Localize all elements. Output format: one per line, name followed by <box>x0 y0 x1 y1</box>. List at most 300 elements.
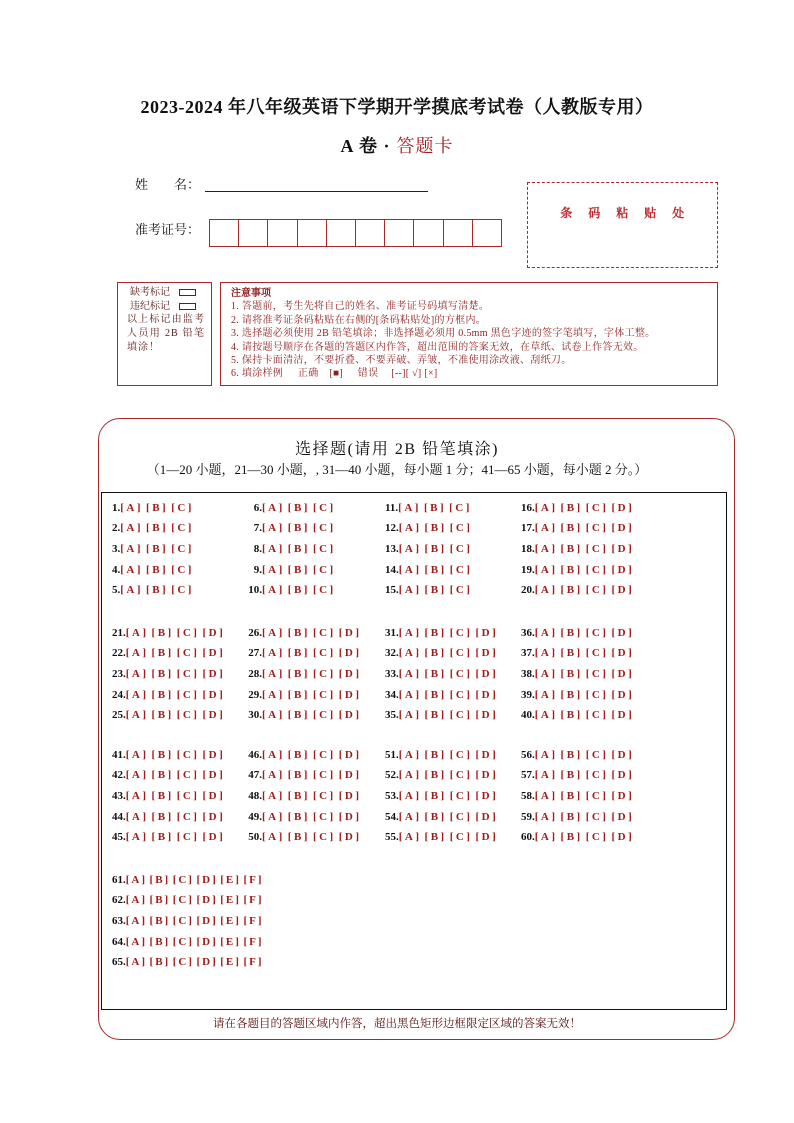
answer-option-bubble[interactable]: [B] <box>560 709 583 722</box>
answer-option-bubble[interactable]: [C] <box>449 563 473 576</box>
answer-option-bubble[interactable]: [D] <box>611 522 635 535</box>
answer-option-bubble[interactable]: [B] <box>149 935 171 948</box>
answer-option-bubble[interactable]: [D] <box>196 935 218 948</box>
answer-option-bubble[interactable]: [F] <box>243 935 264 948</box>
question-number: 37. <box>521 647 535 660</box>
answer-option-bubble[interactable]: [A] <box>262 789 285 802</box>
answer-option-bubble[interactable]: [A] <box>125 647 149 660</box>
answer-option-bubble[interactable]: [B] <box>146 584 169 597</box>
answer-option-bubble[interactable]: [D] <box>202 769 226 782</box>
question-number: 50. <box>248 831 262 844</box>
answer-option-bubble[interactable]: [A] <box>125 667 149 680</box>
answer-option-bubble[interactable]: [C] <box>172 956 194 969</box>
answer-option-bubble[interactable]: [B] <box>424 789 447 802</box>
answer-option-bubble[interactable]: [C] <box>449 769 473 782</box>
answer-option-bubble[interactable]: [B] <box>424 563 447 576</box>
answer-option-bubble[interactable]: [C] <box>176 709 200 722</box>
exam-id-digit-box[interactable] <box>356 220 385 246</box>
answer-option-bubble[interactable]: [B] <box>560 688 583 701</box>
answer-option-bubble[interactable]: [C] <box>449 542 473 555</box>
answer-option-bubble[interactable]: [D] <box>475 709 499 722</box>
answer-option-bubble[interactable]: [A] <box>398 831 422 844</box>
answer-option-bubble[interactable]: [C] <box>585 584 609 597</box>
answer-option-bubble[interactable]: [C] <box>176 810 200 823</box>
answer-option-bubble[interactable]: [E] <box>220 873 241 886</box>
answer-option-bubble[interactable]: [C] <box>176 688 200 701</box>
answer-option-bubble[interactable]: [A] <box>262 748 285 761</box>
answer-option-bubble[interactable]: [D] <box>475 831 499 844</box>
answer-option-bubble[interactable]: [C] <box>312 501 336 514</box>
answer-option-bubble[interactable]: [B] <box>287 667 310 680</box>
answer-option-bubble[interactable]: [B] <box>287 709 310 722</box>
question-number: 29. <box>248 688 262 701</box>
answer-option-bubble[interactable]: [B] <box>151 647 174 660</box>
answer-option-bubble[interactable]: [B] <box>151 667 174 680</box>
answer-option-bubble[interactable]: [E] <box>220 914 241 927</box>
answer-option-bubble[interactable]: [B] <box>424 522 447 535</box>
answer-option-bubble[interactable]: [A] <box>125 709 149 722</box>
answer-option-bubble[interactable]: [D] <box>196 873 218 886</box>
answer-option-bubble[interactable]: [D] <box>202 688 226 701</box>
answer-option-bubble[interactable]: [C] <box>312 522 336 535</box>
answer-option-bubble[interactable]: [A] <box>262 810 285 823</box>
answer-option-bubble[interactable]: [D] <box>611 748 635 761</box>
question-number: 18. <box>521 542 535 555</box>
answer-option-bubble[interactable]: [A] <box>125 935 148 948</box>
answer-option-bubble[interactable]: [A] <box>125 956 148 969</box>
answer-option-bubble[interactable]: [B] <box>424 831 447 844</box>
answer-option-bubble[interactable]: [A] <box>120 542 144 555</box>
answer-option-bubble[interactable]: [D] <box>202 789 226 802</box>
question-number: 20. <box>521 584 535 597</box>
answer-option-bubble[interactable]: [C] <box>585 831 609 844</box>
answer-option-bubble[interactable]: [C] <box>449 626 473 639</box>
answer-option-bubble[interactable]: [D] <box>611 831 635 844</box>
answer-option-bubble[interactable]: [A] <box>534 810 558 823</box>
answer-option-bubble[interactable]: [B] <box>560 769 583 782</box>
answer-option-bubble[interactable]: [D] <box>611 769 635 782</box>
exam-id-boxes <box>209 219 502 247</box>
answer-option-bubble[interactable]: [A] <box>534 542 558 555</box>
answer-option-bubble[interactable]: [A] <box>120 501 144 514</box>
answer-option-bubble[interactable]: [C] <box>312 647 336 660</box>
answer-option-bubble[interactable]: [A] <box>398 522 422 535</box>
answer-option-bubble[interactable]: [C] <box>312 563 336 576</box>
answer-option-bubble[interactable]: [C] <box>449 688 473 701</box>
answer-option-bubble[interactable]: [C] <box>449 522 473 535</box>
answer-option-bubble[interactable]: [C] <box>312 831 336 844</box>
answer-option-bubble[interactable]: [D] <box>611 688 635 701</box>
answer-option-bubble[interactable]: [C] <box>585 748 609 761</box>
answer-option-bubble[interactable]: [B] <box>287 522 310 535</box>
question-row <box>112 580 194 601</box>
answer-option-bubble[interactable]: [D] <box>611 789 635 802</box>
answer-option-bubble[interactable]: [F] <box>243 894 264 907</box>
question-row <box>521 580 634 601</box>
answer-option-bubble[interactable]: [C] <box>171 563 194 576</box>
answer-option-bubble[interactable]: [C] <box>449 831 473 844</box>
answer-option-bubble[interactable]: [B] <box>560 584 583 597</box>
answer-option-bubble[interactable]: [E] <box>220 894 241 907</box>
answer-option-bubble[interactable]: [C] <box>312 748 336 761</box>
answer-option-bubble[interactable]: [B] <box>560 748 583 761</box>
answer-option-bubble[interactable]: [D] <box>202 647 226 660</box>
answer-option-bubble[interactable]: [B] <box>287 810 310 823</box>
answer-option-bubble[interactable]: [C] <box>585 522 609 535</box>
answer-option-bubble[interactable]: [D] <box>611 626 635 639</box>
answer-option-bubble[interactable]: [C] <box>585 810 609 823</box>
answer-option-bubble[interactable]: [D] <box>338 831 362 844</box>
answer-option-bubble[interactable]: [B] <box>151 831 174 844</box>
answer-option-bubble[interactable]: [C] <box>449 748 473 761</box>
answer-option-bubble[interactable]: [B] <box>424 584 447 597</box>
answer-option-bubble[interactable]: [B] <box>424 748 447 761</box>
answer-option-bubble[interactable]: [D] <box>475 789 499 802</box>
answer-option-bubble[interactable]: [D] <box>475 688 499 701</box>
question-row <box>385 807 498 828</box>
answer-option-bubble[interactable]: [B] <box>424 810 447 823</box>
answer-option-bubble[interactable]: [B] <box>424 542 447 555</box>
answer-option-bubble[interactable]: [C] <box>312 667 336 680</box>
question-number: 51. <box>385 748 399 761</box>
answer-option-bubble[interactable]: [A] <box>398 501 421 514</box>
answer-option-bubble[interactable]: [D] <box>338 626 362 639</box>
answer-option-bubble[interactable]: [A] <box>534 647 558 660</box>
answer-option-bubble[interactable]: [A] <box>125 873 148 886</box>
answer-option-bubble[interactable]: [F] <box>243 914 264 927</box>
correct-label: 正确 <box>297 368 319 380</box>
answer-option-bubble[interactable]: [C] <box>585 542 609 555</box>
answer-option-bubble[interactable]: [C] <box>449 810 473 823</box>
answer-option-bubble[interactable]: [C] <box>172 894 194 907</box>
question-row <box>112 685 225 706</box>
answer-option-bubble[interactable]: [D] <box>475 769 499 782</box>
answer-option-bubble[interactable]: [C] <box>585 709 609 722</box>
answer-option-bubble[interactable]: [C] <box>171 501 194 514</box>
answer-option-bubble[interactable]: [B] <box>560 626 583 639</box>
answer-option-bubble[interactable]: [D] <box>202 709 226 722</box>
answer-option-bubble[interactable]: [A] <box>398 810 422 823</box>
answer-option-bubble[interactable]: [D] <box>338 810 362 823</box>
answer-option-bubble[interactable]: [D] <box>611 501 635 514</box>
answer-option-bubble[interactable]: [D] <box>202 667 226 680</box>
answer-option-bubble[interactable]: [F] <box>243 873 264 886</box>
answer-option-bubble[interactable]: [A] <box>262 542 285 555</box>
answer-option-bubble[interactable]: [C] <box>171 542 194 555</box>
answer-option-bubble[interactable]: [A] <box>125 688 149 701</box>
answer-option-bubble[interactable]: [D] <box>475 667 499 680</box>
answer-option-bubble[interactable]: [B] <box>287 688 310 701</box>
answer-option-bubble[interactable]: [A] <box>534 769 558 782</box>
answer-option-bubble[interactable]: [C] <box>449 667 473 680</box>
answer-option-bubble[interactable]: [C] <box>176 626 200 639</box>
answer-option-bubble[interactable]: [A] <box>262 522 285 535</box>
exam-id-digit-box[interactable] <box>414 220 443 246</box>
question-number: 31. <box>385 626 399 639</box>
answer-option-bubble[interactable]: [D] <box>611 667 635 680</box>
answer-option-bubble[interactable]: [B] <box>149 956 171 969</box>
answer-option-bubble[interactable]: [D] <box>475 647 499 660</box>
answer-option-bubble[interactable]: [C] <box>312 709 336 722</box>
answer-option-bubble[interactable]: [E] <box>220 956 241 969</box>
answer-option-bubble[interactable]: [C] <box>585 647 609 660</box>
barcode-sticker-area[interactable] <box>527 182 718 268</box>
answer-option-bubble[interactable]: [C] <box>312 688 336 701</box>
answer-option-bubble[interactable]: [C] <box>585 501 609 514</box>
answer-option-bubble[interactable]: [D] <box>611 647 635 660</box>
answer-option-bubble[interactable]: [A] <box>534 667 558 680</box>
answer-option-bubble[interactable]: [A] <box>398 563 422 576</box>
answer-option-bubble[interactable]: [B] <box>287 563 310 576</box>
question-row <box>112 518 194 539</box>
answer-option-bubble[interactable]: [A] <box>125 769 149 782</box>
answer-option-bubble[interactable]: [A] <box>125 831 149 844</box>
answer-option-bubble[interactable]: [B] <box>560 542 583 555</box>
answer-option-bubble[interactable]: [A] <box>262 647 285 660</box>
question-column <box>112 870 263 973</box>
answer-option-bubble[interactable]: [B] <box>287 501 310 514</box>
answer-option-bubble[interactable]: [C] <box>449 709 473 722</box>
answer-option-bubble[interactable]: [B] <box>560 563 583 576</box>
answer-option-bubble[interactable]: [A] <box>398 584 422 597</box>
answer-option-bubble[interactable]: [A] <box>262 688 285 701</box>
answer-option-bubble[interactable]: [C] <box>176 789 200 802</box>
answer-option-bubble[interactable]: [A] <box>398 688 422 701</box>
answer-option-bubble[interactable]: [B] <box>560 831 583 844</box>
answer-option-bubble[interactable]: [C] <box>312 789 336 802</box>
question-row <box>385 705 498 726</box>
answer-option-bubble[interactable]: [A] <box>125 894 148 907</box>
answer-option-bubble[interactable]: [B] <box>424 769 447 782</box>
answer-option-bubble[interactable]: [B] <box>149 914 171 927</box>
exam-id-digit-box[interactable] <box>327 220 356 246</box>
answer-option-bubble[interactable]: [B] <box>151 626 174 639</box>
answer-option-bubble[interactable]: [C] <box>171 584 194 597</box>
answer-option-bubble[interactable]: [A] <box>534 584 558 597</box>
answer-option-bubble[interactable]: [A] <box>398 647 422 660</box>
answer-option-bubble[interactable]: [D] <box>338 667 362 680</box>
question-number: 56. <box>521 748 535 761</box>
absent-mark-box[interactable] <box>179 289 196 296</box>
answer-option-bubble[interactable]: [B] <box>560 501 583 514</box>
answer-option-bubble[interactable]: [C] <box>176 748 200 761</box>
answer-option-bubble[interactable]: [C] <box>449 789 473 802</box>
answer-option-bubble[interactable]: [D] <box>475 810 499 823</box>
answer-option-bubble[interactable]: [A] <box>398 626 422 639</box>
answer-option-bubble[interactable]: [B] <box>287 769 310 782</box>
answer-option-bubble[interactable]: [B] <box>287 542 310 555</box>
name-field[interactable] <box>205 191 428 192</box>
answer-option-bubble[interactable]: [B] <box>424 647 447 660</box>
answer-option-bubble[interactable]: [C] <box>449 647 473 660</box>
answer-option-bubble[interactable]: [B] <box>424 667 447 680</box>
question-row <box>521 765 634 786</box>
answer-option-bubble[interactable]: [A] <box>534 522 558 535</box>
answer-option-bubble[interactable]: [B] <box>424 709 447 722</box>
answer-option-bubble[interactable]: [D] <box>338 709 362 722</box>
question-number: 30. <box>248 709 262 722</box>
answer-option-bubble[interactable]: [C] <box>172 935 194 948</box>
answer-option-bubble[interactable]: [C] <box>312 584 336 597</box>
answer-option-bubble[interactable]: [B] <box>149 873 171 886</box>
exam-id-digit-box[interactable] <box>385 220 414 246</box>
question-row <box>521 807 634 828</box>
answer-option-bubble[interactable]: [D] <box>611 709 635 722</box>
answer-option-bubble[interactable]: [A] <box>398 789 422 802</box>
answer-option-bubble[interactable]: [B] <box>151 769 174 782</box>
answer-option-bubble[interactable]: [D] <box>611 563 635 576</box>
answer-option-bubble[interactable]: [A] <box>534 501 558 514</box>
answer-option-bubble[interactable]: [B] <box>424 626 447 639</box>
answer-option-bubble[interactable]: [A] <box>262 563 285 576</box>
question-row <box>385 643 498 664</box>
answer-option-bubble[interactable]: [D] <box>611 542 635 555</box>
answer-option-bubble[interactable]: [A] <box>125 914 148 927</box>
answer-option-bubble[interactable]: [A] <box>534 626 558 639</box>
answer-option-bubble[interactable]: [C] <box>172 873 194 886</box>
answer-option-bubble[interactable]: [A] <box>125 789 149 802</box>
answer-option-bubble[interactable]: [D] <box>475 626 499 639</box>
exam-id-digit-box[interactable] <box>210 220 239 246</box>
answer-option-bubble[interactable]: [B] <box>560 647 583 660</box>
exam-id-digit-box[interactable] <box>239 220 268 246</box>
question-number: 36. <box>521 626 535 639</box>
answer-option-bubble[interactable]: [A] <box>534 709 558 722</box>
exam-id-digit-box[interactable] <box>444 220 473 246</box>
answer-option-bubble[interactable]: [D] <box>196 956 218 969</box>
answer-option-bubble[interactable]: [C] <box>585 769 609 782</box>
answer-option-bubble[interactable]: [D] <box>196 914 218 927</box>
answer-option-bubble[interactable]: [C] <box>312 769 336 782</box>
answer-option-bubble[interactable]: [B] <box>151 688 174 701</box>
answer-option-bubble[interactable]: [A] <box>120 584 144 597</box>
answer-option-bubble[interactable]: [A] <box>125 626 149 639</box>
answer-option-bubble[interactable]: [C] <box>585 667 609 680</box>
exam-id-digit-box[interactable] <box>268 220 297 246</box>
answer-option-bubble[interactable]: [F] <box>243 956 264 969</box>
answer-option-bubble[interactable]: [D] <box>202 810 226 823</box>
answer-option-bubble[interactable]: [A] <box>262 769 285 782</box>
answer-option-bubble[interactable]: [A] <box>262 667 285 680</box>
exam-id-label: 准考证号： <box>135 222 201 237</box>
answer-option-bubble[interactable]: [B] <box>560 789 583 802</box>
answer-option-bubble[interactable]: [B] <box>287 647 310 660</box>
answer-option-bubble[interactable]: [B] <box>560 522 583 535</box>
answer-option-bubble[interactable]: [B] <box>287 626 310 639</box>
answer-option-bubble[interactable]: [A] <box>262 709 285 722</box>
question-row <box>247 705 362 726</box>
question-number: 10. <box>248 584 262 597</box>
answer-option-bubble[interactable]: [E] <box>220 935 241 948</box>
answer-option-bubble[interactable]: [D] <box>475 748 499 761</box>
answer-option-bubble[interactable]: [A] <box>534 748 558 761</box>
answer-option-bubble[interactable]: [C] <box>312 542 336 555</box>
answer-option-bubble[interactable]: [B] <box>151 748 174 761</box>
answer-option-bubble[interactable]: [B] <box>146 501 169 514</box>
answer-option-bubble[interactable]: [C] <box>176 769 200 782</box>
answer-option-bubble[interactable]: [B] <box>151 810 174 823</box>
wrong-label: 错误 <box>357 368 379 380</box>
answer-option-bubble[interactable]: [C] <box>171 522 194 535</box>
answer-option-bubble[interactable]: [B] <box>287 748 310 761</box>
answer-option-bubble[interactable]: [B] <box>146 522 169 535</box>
answer-option-bubble[interactable]: [A] <box>534 831 558 844</box>
answer-option-bubble[interactable]: [C] <box>176 831 200 844</box>
question-number: 63. <box>112 914 126 927</box>
answer-option-bubble[interactable]: [C] <box>449 584 473 597</box>
answer-option-bubble[interactable]: [A] <box>398 748 422 761</box>
answer-option-bubble[interactable]: [A] <box>120 563 144 576</box>
answer-option-bubble[interactable]: [A] <box>398 769 422 782</box>
answer-option-bubble[interactable]: [C] <box>585 563 609 576</box>
answer-option-bubble[interactable]: [A] <box>262 501 285 514</box>
answer-option-bubble[interactable]: [C] <box>176 667 200 680</box>
answer-option-bubble[interactable]: [A] <box>398 667 422 680</box>
answer-option-bubble[interactable]: [D] <box>338 789 362 802</box>
answer-option-bubble[interactable]: [A] <box>398 542 422 555</box>
answer-option-bubble[interactable]: [A] <box>125 748 149 761</box>
answer-option-bubble[interactable]: [B] <box>151 709 174 722</box>
exam-id-digit-box[interactable] <box>473 220 501 246</box>
answer-option-bubble[interactable]: [B] <box>146 563 169 576</box>
answer-option-bubble[interactable]: [B] <box>560 667 583 680</box>
answer-option-bubble[interactable]: [C] <box>585 688 609 701</box>
answer-option-bubble[interactable]: [B] <box>146 542 169 555</box>
exam-title: 2023-2024 年八年级英语下学期开学摸底考试卷（人教版专用） <box>140 97 654 117</box>
answer-option-bubble[interactable]: [D] <box>202 748 226 761</box>
answer-option-bubble[interactable]: [B] <box>424 688 447 701</box>
answer-option-bubble[interactable]: [C] <box>449 501 472 514</box>
answer-option-bubble[interactable]: [B] <box>423 501 447 514</box>
answer-option-bubble[interactable]: [B] <box>287 831 310 844</box>
exam-id-digit-box[interactable] <box>298 220 327 246</box>
answer-option-bubble[interactable]: [C] <box>312 810 336 823</box>
answer-option-bubble[interactable]: [A] <box>262 831 285 844</box>
answer-option-bubble[interactable]: [D] <box>338 769 362 782</box>
answer-option-bubble[interactable]: [A] <box>534 789 558 802</box>
answer-option-bubble[interactable]: [C] <box>312 626 336 639</box>
violation-mark-box[interactable] <box>179 303 196 310</box>
answer-option-bubble[interactable]: [C] <box>585 789 609 802</box>
answer-option-bubble[interactable]: [C] <box>176 647 200 660</box>
choice-section-title: 选择题(请用 2B 铅笔填涂) <box>295 441 499 458</box>
answer-option-bubble[interactable]: [A] <box>262 626 285 639</box>
answer-option-bubble[interactable]: [D] <box>202 831 226 844</box>
answer-option-bubble[interactable]: [D] <box>338 688 362 701</box>
answer-option-bubble[interactable]: [B] <box>149 894 171 907</box>
answer-option-bubble[interactable]: [A] <box>120 522 144 535</box>
answer-option-bubble[interactable]: [B] <box>151 789 174 802</box>
answer-option-bubble[interactable]: [C] <box>172 914 194 927</box>
question-number: 11. <box>385 501 399 514</box>
answer-option-bubble[interactable]: [A] <box>262 584 285 597</box>
answer-option-bubble[interactable]: [D] <box>611 810 635 823</box>
answer-option-bubble[interactable]: [D] <box>196 894 218 907</box>
answer-option-bubble[interactable]: [A] <box>534 563 558 576</box>
answer-option-bubble[interactable]: [B] <box>287 584 310 597</box>
answer-option-bubble[interactable]: [A] <box>534 688 558 701</box>
answer-option-bubble[interactable]: [A] <box>125 810 149 823</box>
answer-option-bubble[interactable]: [D] <box>338 748 362 761</box>
answer-option-bubble[interactable]: [A] <box>398 709 422 722</box>
question-row <box>521 786 634 807</box>
answer-option-bubble[interactable]: [D] <box>338 647 362 660</box>
answer-option-bubble[interactable]: [C] <box>585 626 609 639</box>
answer-option-bubble[interactable]: [D] <box>202 626 226 639</box>
answer-option-bubble[interactable]: [B] <box>287 789 310 802</box>
answer-option-bubble[interactable]: [D] <box>611 584 635 597</box>
answer-option-bubble[interactable]: [B] <box>560 810 583 823</box>
